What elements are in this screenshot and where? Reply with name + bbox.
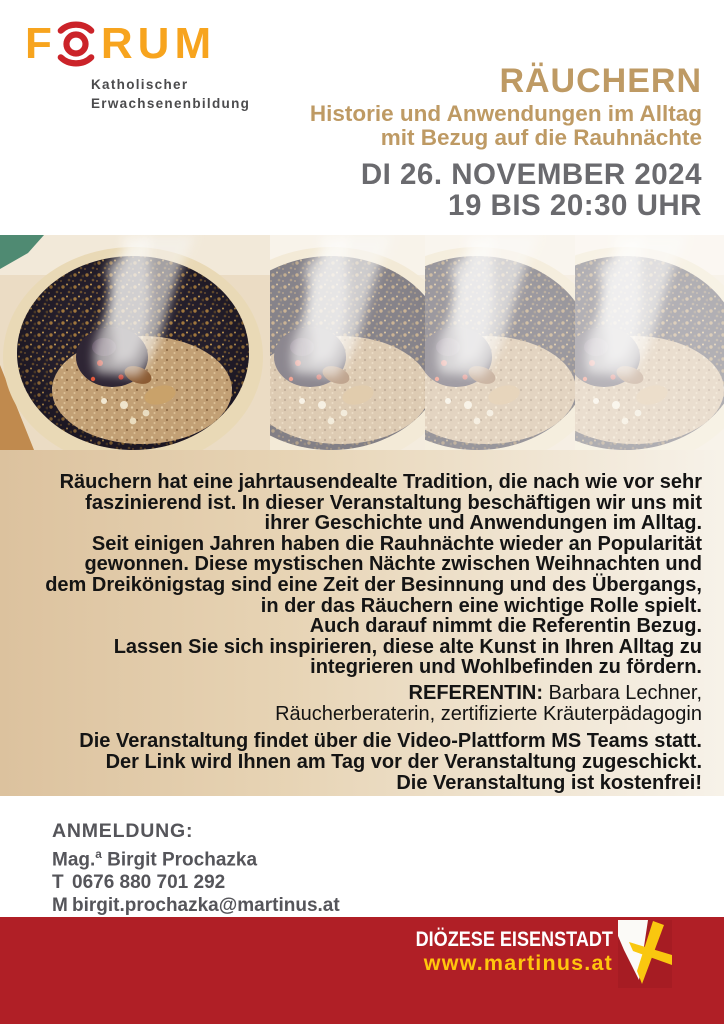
event-date-line2: 19 BIS 20:30 UHR bbox=[448, 188, 702, 222]
referentin-label: REFERENTIN: bbox=[408, 681, 543, 704]
referentin-line2: Räucherberaterin, zertifizierte Kräuterpädagogin bbox=[275, 702, 702, 725]
forum-o-eye-icon bbox=[56, 18, 96, 70]
paragraph-tradition: Räuchern hat eine jahrtausendealte Tradition, die nach wie vor sehr faszinierend ist. In dieser Veranstaltung beschäftigen wir uns mit ihrer Geschichte und Anwendungen im Alltag. bbox=[59, 471, 702, 535]
footer-text-block bbox=[378, 928, 613, 975]
phone-number: 0676 880 701 292 bbox=[72, 872, 226, 894]
paragraph-inspirieren: Lassen Sie sich inspirieren, diese alte Kunst in Ihren Alltag zu integrieren und Wohlbefinden zu fördern. bbox=[113, 635, 702, 679]
martinus-cross-icon bbox=[618, 920, 672, 988]
event-date-line1: DI 26. NOVEMBER 2024 bbox=[360, 157, 702, 191]
contact-name-rest: Birgit Prochazka bbox=[101, 849, 258, 871]
email-address[interactable]: birgit.prochazka@martinus.at bbox=[72, 895, 340, 917]
forum-logo-letters-rum: RUM bbox=[100, 19, 217, 68]
contact-phone-row bbox=[52, 871, 340, 894]
referentin-line1 bbox=[40, 683, 702, 704]
incense-bowl-photo-strip bbox=[0, 235, 724, 450]
description-section bbox=[0, 450, 724, 796]
phone-label: T bbox=[52, 872, 64, 894]
diocese-name: DIÖZESE EISENSTADT bbox=[415, 927, 613, 951]
referentin-name: Barbara Lechner, bbox=[543, 681, 702, 704]
forum-logo-letter-f: F bbox=[25, 19, 52, 68]
photo-panel-1 bbox=[0, 235, 273, 450]
info-line-free: Die Veranstaltung ist kostenfrei! bbox=[396, 771, 702, 794]
contact-name-prefix: Mag. bbox=[52, 849, 96, 871]
forum-logo bbox=[25, 16, 250, 114]
contact-email-row bbox=[52, 894, 340, 917]
event-subtitle bbox=[310, 102, 702, 150]
info-line-link: Der Link wird Ihnen am Tag vor der Veranstaltung zugeschickt. bbox=[105, 750, 702, 773]
contact-name bbox=[52, 843, 340, 871]
event-subtitle-line1: Historie und Anwendungen im Alltag bbox=[309, 100, 702, 126]
registration-heading: ANMELDUNG: bbox=[52, 820, 194, 842]
logo-tagline bbox=[91, 76, 250, 114]
footer-banner bbox=[0, 917, 724, 1024]
email-label: M bbox=[52, 895, 68, 917]
logo-tagline-line2: Erwachsenenbildung bbox=[91, 95, 251, 111]
event-subtitle-line2: mit Bezug auf die Rauhnächte bbox=[380, 124, 702, 150]
website-link[interactable]: www.martinus.at bbox=[423, 951, 613, 975]
event-info-block bbox=[40, 731, 702, 793]
title-block bbox=[310, 64, 702, 221]
paragraph-rauhnaechte: Seit einigen Jahren haben die Rauhnächte wieder an Popularität gewonnen. Diese mystischen Nächte zwischen Weihnachten und dem Dreikönigstag sind eine Zeit der Besinnung und des Übergangs, in der das Räuchern eine wichtige Rolle spielt. bbox=[45, 532, 702, 617]
paragraph-referentin-bezug: Auch darauf nimmt die Referentin Bezug. bbox=[309, 615, 702, 638]
contact-name-superscript: a bbox=[95, 848, 102, 861]
logo-tagline-line1: Katholischer bbox=[91, 77, 189, 92]
event-date bbox=[310, 159, 702, 221]
forum-logo-word bbox=[25, 16, 250, 72]
event-title: RÄUCHERN bbox=[499, 62, 702, 100]
referentin-block bbox=[40, 683, 702, 724]
info-line-platform: Die Veranstaltung findet über die Video-Plattform MS Teams statt. bbox=[79, 730, 702, 753]
registration-section bbox=[52, 820, 340, 917]
